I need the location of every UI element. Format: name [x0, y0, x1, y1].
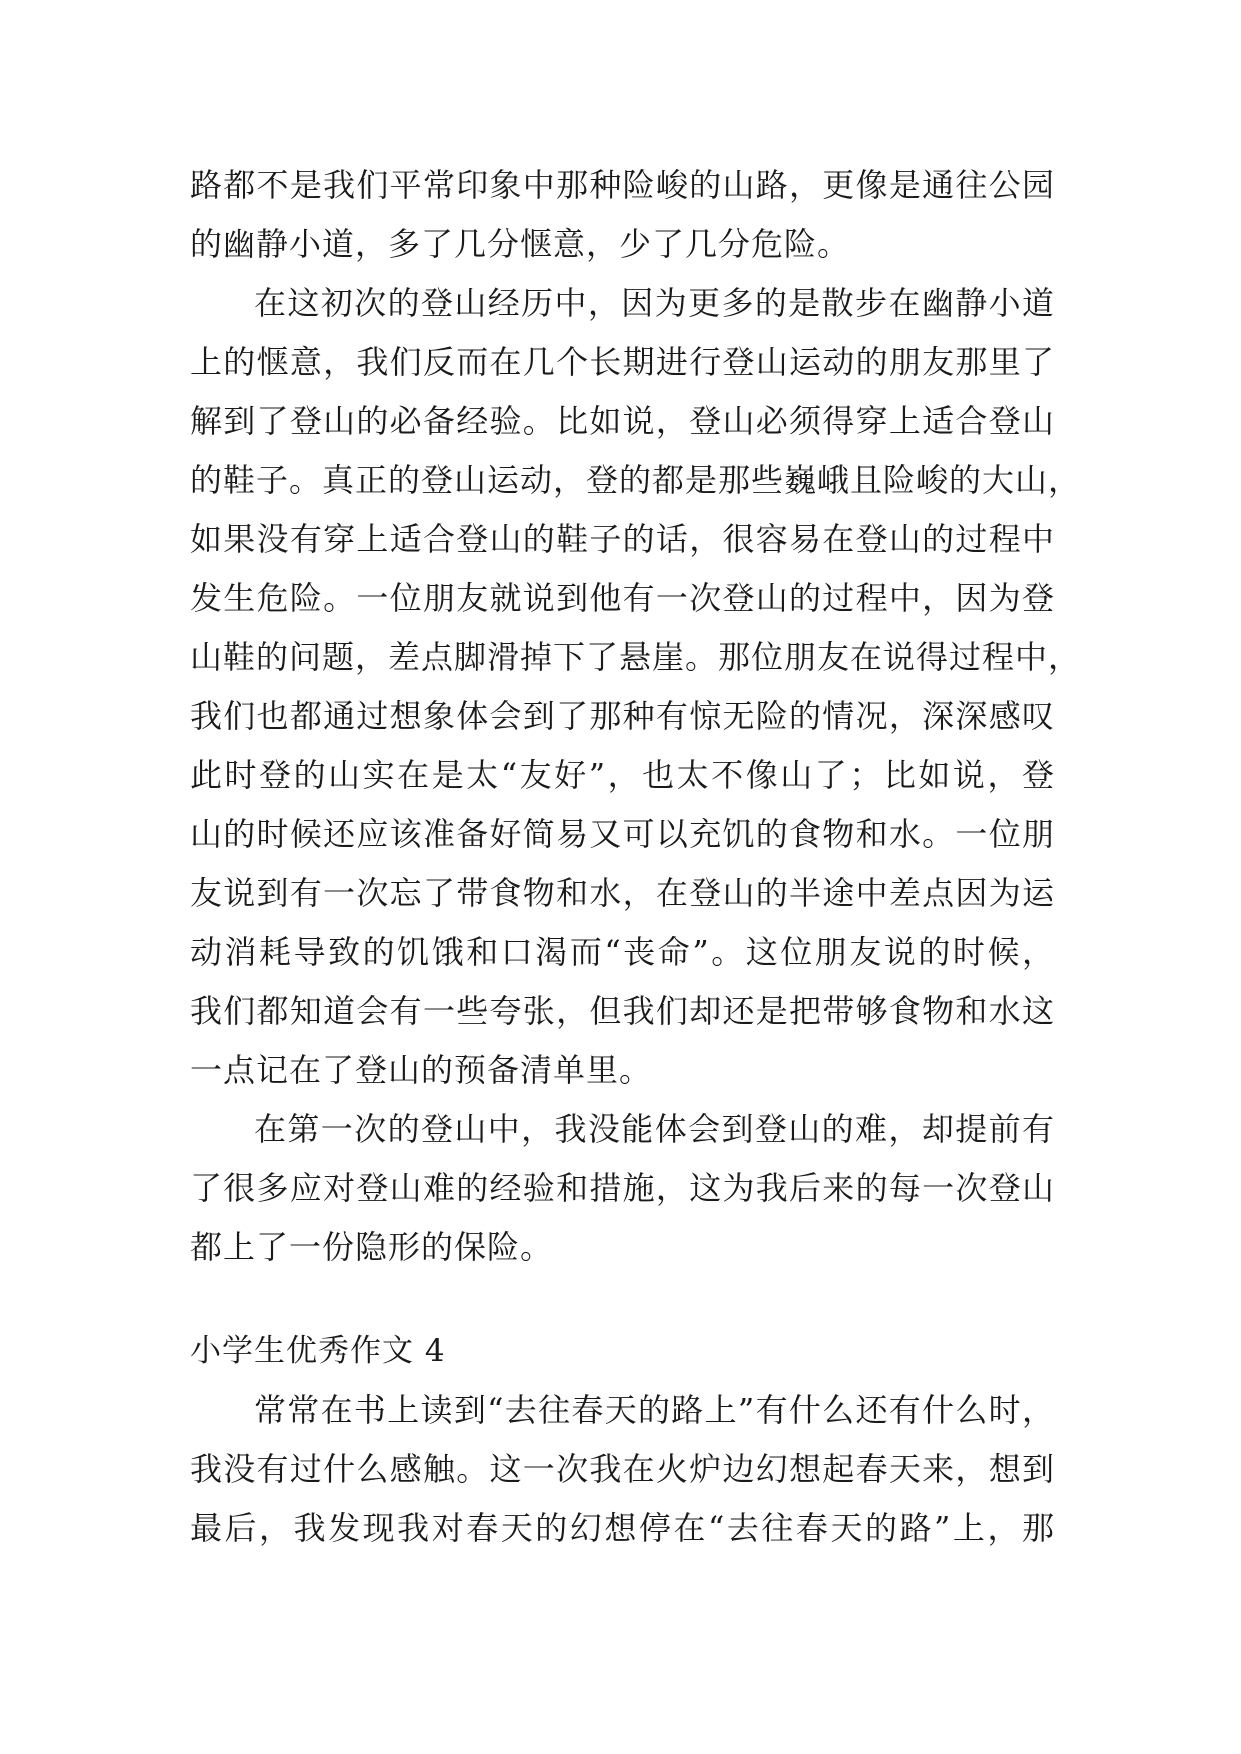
- text-line: 的幽静小道，多了几分惬意，少了几分危险。: [190, 225, 851, 263]
- text-line: 发生危险。一位朋友就说到他有一次登山的过程中，因为登: [190, 579, 1055, 617]
- text-line: 上的惬意，我们反而在几个长期进行登山运动的朋友那里了: [190, 343, 1055, 381]
- text-line: 都上了一份隐形的保险。: [190, 1228, 554, 1266]
- text-line: 常常在书上读到“去往春天的路上”有什么还有什么时，: [254, 1391, 1055, 1429]
- text-line: 解到了登山的必备经验。比如说，登山必须得穿上适合登山: [190, 402, 1055, 440]
- section-heading-block: [190, 1322, 1055, 1381]
- text-line: 如果没有穿上适合登山的鞋子的话，很容易在登山的过程中: [190, 520, 1055, 558]
- text-line: 山的时候还应该准备好简易又可以充饥的食物和水。一位朋: [190, 815, 1055, 853]
- text-line: 动消耗导致的饥饿和口渴而“丧命”。这位朋友说的时候，: [190, 933, 1055, 971]
- text-line: 一点记在了登山的预备清单里。: [190, 1051, 653, 1089]
- section-heading: 小学生优秀作文 4: [190, 1333, 446, 1369]
- text-line: 最后，我发现我对春天的幻想停在“去往春天的路”上，那: [190, 1509, 1055, 1547]
- text-line: 了很多应对登山难的经验和措施，这为我后来的每一次登山: [190, 1169, 1055, 1207]
- text-line: 路都不是我们平常印象中那种险峻的山路，更像是通往公园: [190, 166, 1055, 204]
- text-line: 在第一次的登山中，我没能体会到登山的难，却提前有: [254, 1110, 1055, 1148]
- text-line: 我们都知道会有一些夸张，但我们却还是把带够食物和水这: [190, 992, 1055, 1030]
- paragraph-2: [190, 274, 1082, 1100]
- text-line: 我没有过什么感触。这一次我在火炉边幻想起春天来，想到: [190, 1450, 1055, 1488]
- section-paragraph: [190, 1381, 1055, 1558]
- text-line: 友说到有一次忘了带食物和水，在登山的半途中差点因为运: [190, 874, 1055, 912]
- text-line: 我们也都通过想象体会到了那种有惊无险的情况，深深感叹: [190, 697, 1055, 735]
- text-line: 的鞋子。真正的登山运动，登的都是那些巍峨且险峻的大山，: [190, 461, 1082, 499]
- text-line: 此时登的山实在是太“友好”，也太不像山了；比如说，登: [190, 756, 1055, 794]
- text-line: 在这初次的登山经历中，因为更多的是散步在幽静小道: [254, 284, 1055, 322]
- paragraph-3: [190, 1100, 1055, 1277]
- text-line: 山鞋的问题，差点脚滑掉下了悬崖。那位朋友在说得过程中，: [190, 638, 1082, 676]
- paragraph-1: [190, 156, 1055, 274]
